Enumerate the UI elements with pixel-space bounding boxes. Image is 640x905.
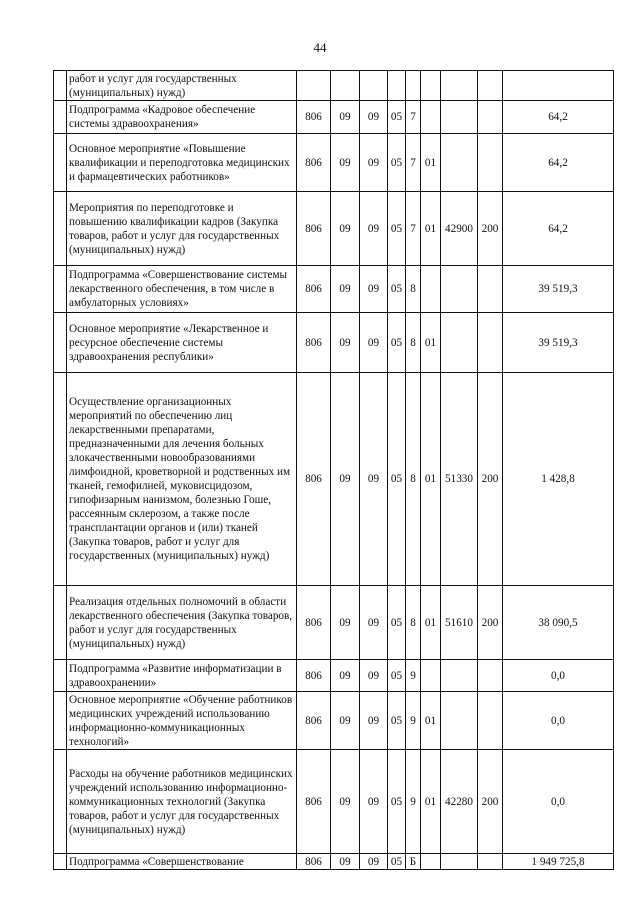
direction-code [441,854,478,870]
ministry-code: 806 [297,586,331,660]
row-marker-cell [54,692,67,750]
subsection-code: 09 [360,134,388,192]
activity-code [421,71,441,101]
row-name: Подпрограмма «Совершенствование системы лекарственного обеспечения, в том числе в амбулаторных условиях» [67,266,297,313]
row-marker-cell [54,101,67,134]
activity-code: 01 [421,692,441,750]
expense-type-code: 200 [478,373,503,586]
section-code: 09 [331,266,360,313]
row-marker-cell [54,313,67,373]
subprogram-code: Б [406,854,421,870]
section-code: 09 [331,854,360,870]
program-code: 05 [388,586,406,660]
section-code: 09 [331,101,360,134]
subsection-code: 09 [360,692,388,750]
subprogram-code: 9 [406,660,421,692]
expense-type-code [478,854,503,870]
table-row [54,660,614,692]
activity-code: 01 [421,750,441,854]
subsection-code: 09 [360,750,388,854]
subsection-code: 09 [360,854,388,870]
subprogram-code: 7 [406,101,421,134]
row-marker-cell [54,586,67,660]
row-marker-cell [54,373,67,586]
row-name: Подпрограмма «Кадровое обеспечение системы здравоохранения» [67,101,297,134]
expense-type-code [478,134,503,192]
table-row [54,313,614,373]
direction-code: 51610 [441,586,478,660]
program-code [388,71,406,101]
activity-code: 01 [421,134,441,192]
expense-type-code [478,71,503,101]
subprogram-code: 7 [406,192,421,266]
row-name: Подпрограмма «Совершенствование [67,854,297,870]
row-marker-cell [54,71,67,101]
subsection-code: 09 [360,313,388,373]
activity-code [421,660,441,692]
amount-value: 64,2 [503,192,614,266]
activity-code: 01 [421,313,441,373]
program-code: 05 [388,101,406,134]
section-code: 09 [331,750,360,854]
amount-value: 39 519,3 [503,313,614,373]
direction-code [441,266,478,313]
row-marker-cell [54,854,67,870]
program-code: 05 [388,750,406,854]
ministry-code: 806 [297,266,331,313]
subprogram-code [406,71,421,101]
direction-code [441,692,478,750]
direction-code: 42280 [441,750,478,854]
table-row [54,71,614,101]
section-code [331,71,360,101]
table-row [54,101,614,134]
program-code: 05 [388,266,406,313]
subprogram-code: 7 [406,134,421,192]
expense-type-code: 200 [478,586,503,660]
program-code: 05 [388,373,406,586]
amount-value [503,71,614,101]
table-row [54,692,614,750]
table-body [54,71,614,870]
direction-code [441,71,478,101]
amount-value: 64,2 [503,101,614,134]
ministry-code: 806 [297,373,331,586]
section-code: 09 [331,134,360,192]
subprogram-code: 9 [406,692,421,750]
amount-value: 1 428,8 [503,373,614,586]
table-row [54,266,614,313]
expense-type-code: 200 [478,192,503,266]
subprogram-code: 8 [406,373,421,586]
expense-type-code [478,313,503,373]
table-row [54,134,614,192]
amount-value: 38 090,5 [503,586,614,660]
amount-value: 0,0 [503,692,614,750]
row-name: Осуществление организационных мероприятий по обеспечению лиц лекарственными препаратами, предназначенными для лечения больных злокачественными новообразованиями лимфоидной, кроветворной и родственных им тканей, гемофилией, муковисцидозом, гипофизарным нанизмом, болезнью Гоше, рассеянным склерозом, а также после трансплантации органов и (или) тканей (Закупка товаров, работ и услуг для государственных (муниципальных) нужд) [67,373,297,586]
amount-value: 39 519,3 [503,266,614,313]
row-marker-cell [54,750,67,854]
subsection-code: 09 [360,373,388,586]
subsection-code: 09 [360,266,388,313]
amount-value: 64,2 [503,134,614,192]
section-code: 09 [331,586,360,660]
activity-code [421,266,441,313]
activity-code: 01 [421,192,441,266]
table-row [54,750,614,854]
expense-type-code [478,266,503,313]
subsection-code [360,71,388,101]
subprogram-code: 8 [406,266,421,313]
ministry-code: 806 [297,692,331,750]
row-name: работ и услуг для государственных (муниципальных) нужд) [67,71,297,101]
direction-code [441,313,478,373]
row-name: Расходы на обучение работников медицинских учреждений использованию информационно-коммуникационных технологий (Закупка товаров, работ и услуг для государственных (муниципальных) нужд) [67,750,297,854]
ministry-code: 806 [297,854,331,870]
activity-code [421,101,441,134]
row-marker-cell [54,192,67,266]
ministry-code: 806 [297,313,331,373]
expense-type-code: 200 [478,750,503,854]
ministry-code: 806 [297,750,331,854]
direction-code: 42900 [441,192,478,266]
program-code: 05 [388,134,406,192]
ministry-code: 806 [297,192,331,266]
direction-code [441,101,478,134]
subsection-code: 09 [360,101,388,134]
expense-type-code [478,101,503,134]
amount-value: 0,0 [503,750,614,854]
row-marker-cell [54,660,67,692]
section-code: 09 [331,313,360,373]
expense-type-code [478,660,503,692]
subsection-code: 09 [360,192,388,266]
section-code: 09 [331,692,360,750]
program-code: 05 [388,313,406,373]
expense-type-code [478,692,503,750]
row-name: Мероприятия по переподготовке и повышению квалификации кадров (Закупка товаров, работ и услуг для государственных (муниципальных) нужд) [67,192,297,266]
activity-code: 01 [421,586,441,660]
table-row [54,192,614,266]
table-row [54,854,614,870]
row-name: Основное мероприятие «Обучение работников медицинских учреждений использованию информационно-коммуникационных технологий» [67,692,297,750]
subprogram-code: 9 [406,750,421,854]
ministry-code: 806 [297,660,331,692]
program-code: 05 [388,192,406,266]
page-number: 44 [313,40,327,55]
program-code: 05 [388,854,406,870]
direction-code: 51330 [441,373,478,586]
program-code: 05 [388,692,406,750]
subprogram-code: 8 [406,586,421,660]
row-name: Реализация отдельных полномочий в области лекарственного обеспечения (Закупка товаров, работ и услуг для государственных (муниципальных) нужд) [67,586,297,660]
subprogram-code: 8 [406,313,421,373]
row-marker-cell [54,134,67,192]
activity-code [421,854,441,870]
row-marker-cell [54,266,67,313]
table-row [54,373,614,586]
amount-value: 0,0 [503,660,614,692]
row-name: Основное мероприятие «Лекарственное и ресурсное обеспечение системы здравоохранения республики» [67,313,297,373]
section-code: 09 [331,192,360,266]
ministry-code [297,71,331,101]
program-code: 05 [388,660,406,692]
section-code: 09 [331,660,360,692]
ministry-code: 806 [297,134,331,192]
ministry-code: 806 [297,101,331,134]
activity-code: 01 [421,373,441,586]
subsection-code: 09 [360,660,388,692]
section-code: 09 [331,373,360,586]
row-name: Основное мероприятие «Повышение квалификации и переподготовка медицинских и фармацевтических работников» [67,134,297,192]
budget-table [53,70,614,870]
subsection-code: 09 [360,586,388,660]
table-row [54,586,614,660]
direction-code [441,134,478,192]
amount-value: 1 949 725,8 [503,854,614,870]
row-name: Подпрограмма «Развитие информатизации в здравоохранении» [67,660,297,692]
direction-code [441,660,478,692]
